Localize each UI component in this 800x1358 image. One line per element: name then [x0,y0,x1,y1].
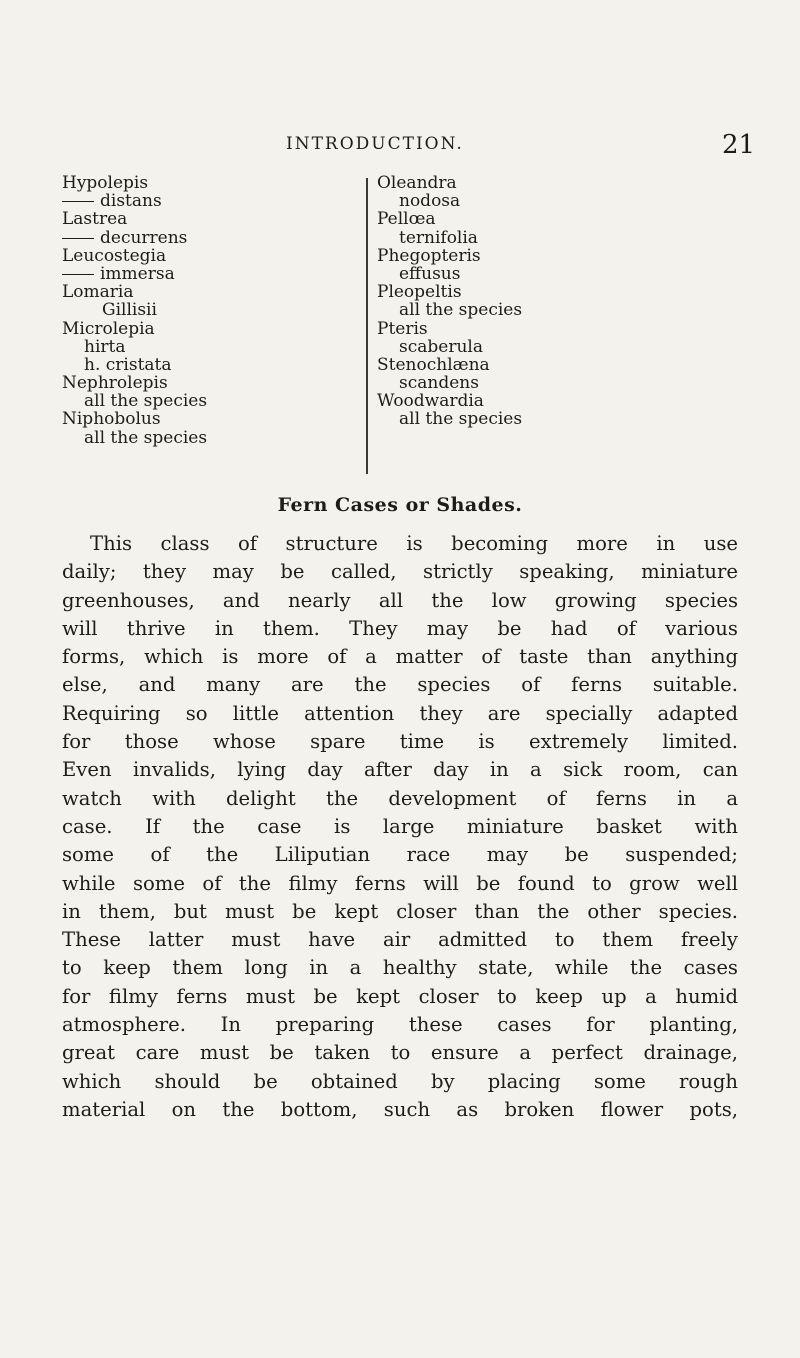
species-name [377,410,657,428]
list-entry-text: Niphobolus [62,409,161,430]
species-name [377,374,657,392]
genus-name [377,174,657,192]
species-name [62,338,342,356]
text-line: watch with delight the development of ferns in a [62,786,738,810]
list-entry-text: Nephrolepis [62,373,168,394]
list-entry-text: Lomaria [62,282,134,303]
list-entry-text: nodosa [399,191,461,212]
list-entry-text: Phegopteris [377,245,481,266]
list-entry-text: Woodwardia [377,391,484,412]
column-divider [366,178,368,474]
text-line: This class of structure is becoming more in use [90,532,738,555]
text-line: Requiring so little attention they are specially adapted [62,701,738,725]
list-entry-text: distans [100,191,162,212]
list-entry-text: Oleandra [377,173,457,193]
text-line: These latter must have air admitted to them freely [62,928,738,952]
list-entry-text: Pteris [377,318,428,339]
list-entry-text: Leucostegia [62,245,167,266]
text-line: atmosphere. In preparing these cases for planting, [62,1013,738,1037]
species-name [62,392,342,410]
text-line: some of the Liliputian race may be suspended; [62,843,738,867]
species-name [62,192,342,210]
species-name [377,301,657,319]
list-entry-text: all the species [399,300,523,321]
list-entry-text: Microlepia [62,318,155,339]
species-name [62,356,342,374]
list-entry-text: all the species [399,409,523,430]
list-entry-text: hirta [84,336,126,357]
list-entry-text: all the species [84,391,208,412]
text-line: in them, but must be kept closer than the other species. [62,899,738,923]
genus-name [377,247,657,265]
species-name [377,229,657,247]
running-header [0,130,800,170]
species-name [377,338,657,356]
genus-name [62,283,342,301]
species-name [377,265,657,283]
text-line: greenhouses, and nearly all the low growing species [62,588,738,612]
text-line: daily; they may be called, strictly speaking, miniature [62,560,738,584]
list-entry-text: Pleopeltis [377,282,462,303]
list-entry-text: decurrens [100,227,188,248]
genus-name [377,320,657,338]
text-line: for those whose spare time is extremely limited. [62,730,738,754]
text-line: which should be obtained by placing some rough [62,1069,738,1093]
list-entry-text: Gillisii [102,300,157,321]
text-line: while some of the filmy ferns will be found to grow well [62,871,738,895]
genus-name [377,392,657,410]
species-name [62,229,342,247]
body-paragraph [62,530,738,1124]
ditto-dash [62,238,94,239]
text-line: to keep them long in a healthy state, while the cases [62,956,738,980]
text-line: material on the bottom, such as broken flower pots, [62,1097,738,1121]
species-list-right [377,174,657,429]
genus-name [62,410,342,428]
ditto-dash [62,201,94,202]
list-entry-text: immersa [100,263,175,284]
list-entry-text: effusus [399,263,461,284]
genus-name [62,174,342,192]
species-list-left [62,174,342,447]
text-line: Even invalids, lying day after day in a sick room, can [62,758,738,782]
list-entry-text: Pellœa [377,209,436,230]
page-number: 21 [722,130,756,160]
genus-name [62,210,342,228]
text-line: will thrive in them. They may be had of various [62,616,738,640]
list-entry-text: Stenochlæna [377,354,490,375]
section-heading: Fern Cases or Shades. [277,494,523,516]
text-line: great care must be taken to ensure a perfect drainage, [62,1041,738,1065]
list-entry-text: h. cristata [84,354,172,375]
genus-name [377,210,657,228]
species-name [62,265,342,283]
genus-name [62,320,342,338]
list-entry-text: ternifolia [399,227,478,248]
running-title: INTRODUCTION. [286,134,464,154]
ditto-dash [62,274,94,275]
species-name [377,192,657,210]
list-entry-text: scandens [399,373,479,394]
text-line: case. If the case is large miniature basket with [62,814,738,838]
species-name [62,429,342,447]
text-line: else, and many are the species of ferns suitable. [62,673,738,697]
genus-name [62,247,342,265]
text-line: for filmy ferns must be kept closer to keep up a humid [62,984,738,1008]
genus-name [377,356,657,374]
list-entry-text: scaberula [399,336,483,357]
genus-name [377,283,657,301]
list-entry-text: Hypolepis [62,173,149,193]
species-name [62,301,342,319]
list-entry-text: Lastrea [62,209,128,230]
genus-name [62,374,342,392]
text-line: forms, which is more of a matter of taste than anything [62,645,738,669]
list-entry-text: all the species [84,427,208,448]
